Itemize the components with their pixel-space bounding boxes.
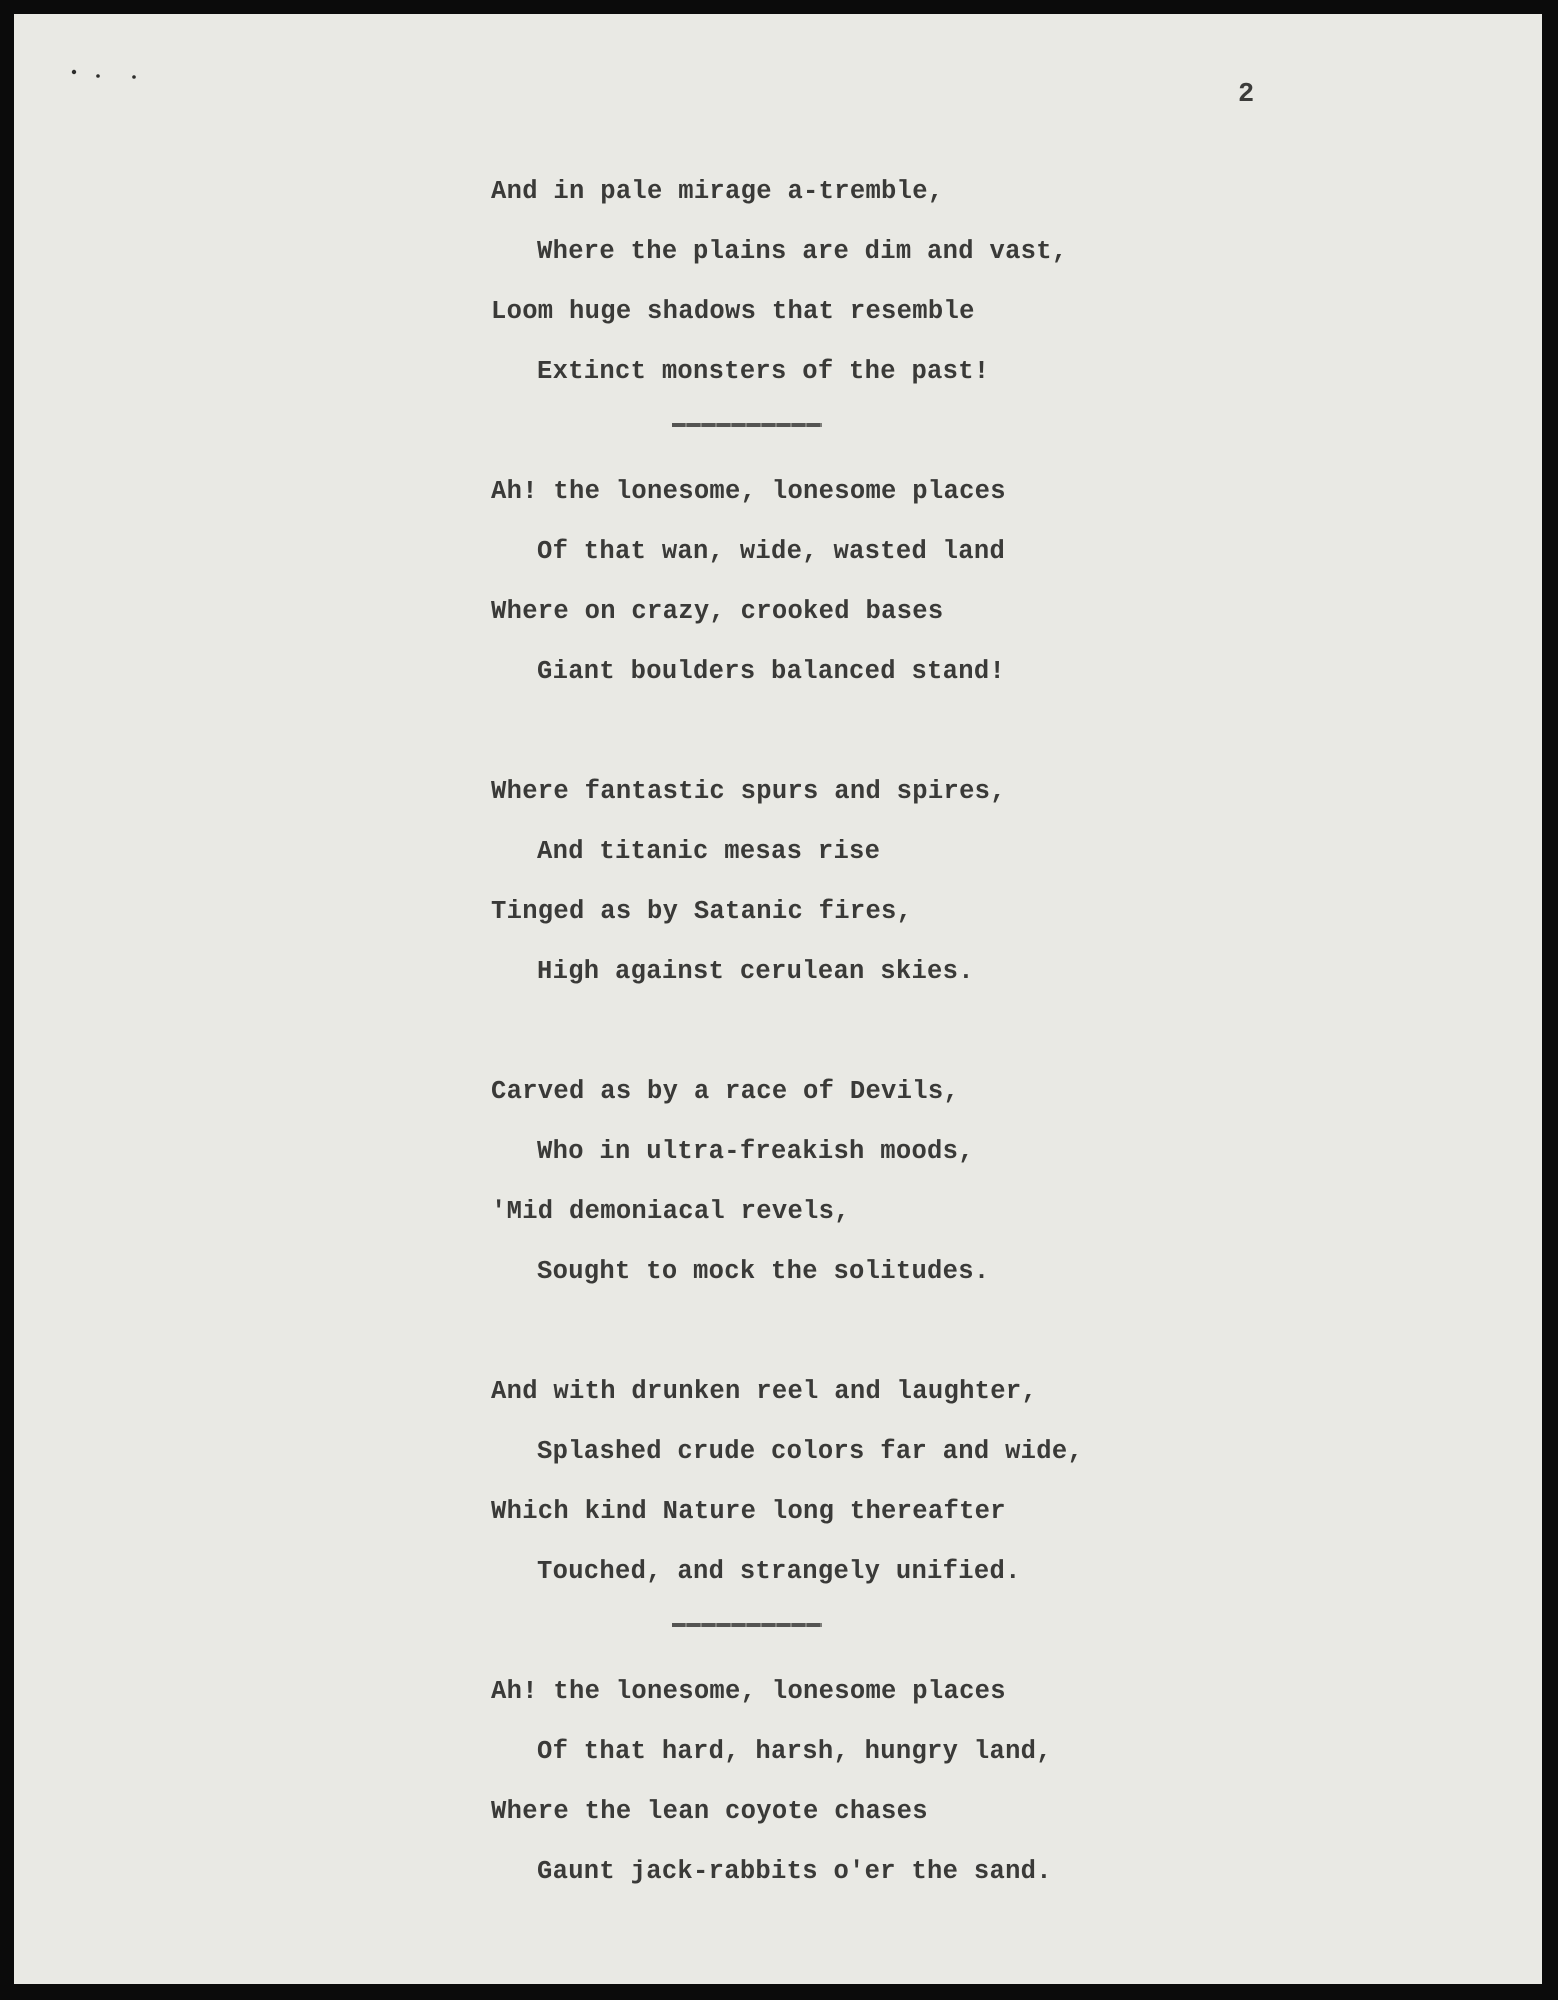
poem-line: Loom huge shadows that resemble xyxy=(491,297,975,326)
poem-line: Of that wan, wide, wasted land xyxy=(537,537,1006,566)
poem-line: Which kind Nature long thereafter xyxy=(491,1497,1006,1526)
poem-line: High against cerulean skies. xyxy=(537,957,974,986)
poem-line: Gaunt jack-rabbits o'er the sand. xyxy=(537,1857,1052,1886)
stanza-divider xyxy=(672,1623,822,1627)
page-number: 2 xyxy=(1238,80,1255,110)
poem-line: 'Mid demoniacal revels, xyxy=(491,1197,850,1226)
poem-line: Extinct monsters of the past! xyxy=(537,357,990,386)
poem-line: Giant boulders balanced stand! xyxy=(537,657,1006,686)
poem-line: Sought to mock the solitudes. xyxy=(537,1257,990,1286)
poem-line: Carved as by a race of Devils, xyxy=(491,1077,960,1106)
poem-line: And titanic mesas rise xyxy=(537,837,881,866)
poem-line: Ah! the lonesome, lonesome places xyxy=(491,477,1006,506)
poem-line: Touched, and strangely unified. xyxy=(537,1557,1021,1586)
poem-line: Where on crazy, crooked bases xyxy=(491,597,944,626)
stanza-divider xyxy=(672,423,822,427)
poem-line: Of that hard, harsh, hungry land, xyxy=(537,1737,1052,1766)
poem-line: Where fantastic spurs and spires, xyxy=(491,777,1006,806)
poem-line: Splashed crude colors far and wide, xyxy=(537,1437,1084,1466)
poem-line: Where the plains are dim and vast, xyxy=(537,237,1068,266)
poem-line: Tinged as by Satanic fires, xyxy=(491,897,913,926)
typewritten-page xyxy=(14,14,1542,1984)
ink-specks xyxy=(64,54,184,84)
poem-line: Who in ultra-freakish moods, xyxy=(537,1137,974,1166)
poem-line: And in pale mirage a-tremble, xyxy=(491,177,944,206)
poem-line: Where the lean coyote chases xyxy=(491,1797,928,1826)
poem-line: Ah! the lonesome, lonesome places xyxy=(491,1677,1006,1706)
poem-line: And with drunken reel and laughter, xyxy=(491,1377,1038,1406)
